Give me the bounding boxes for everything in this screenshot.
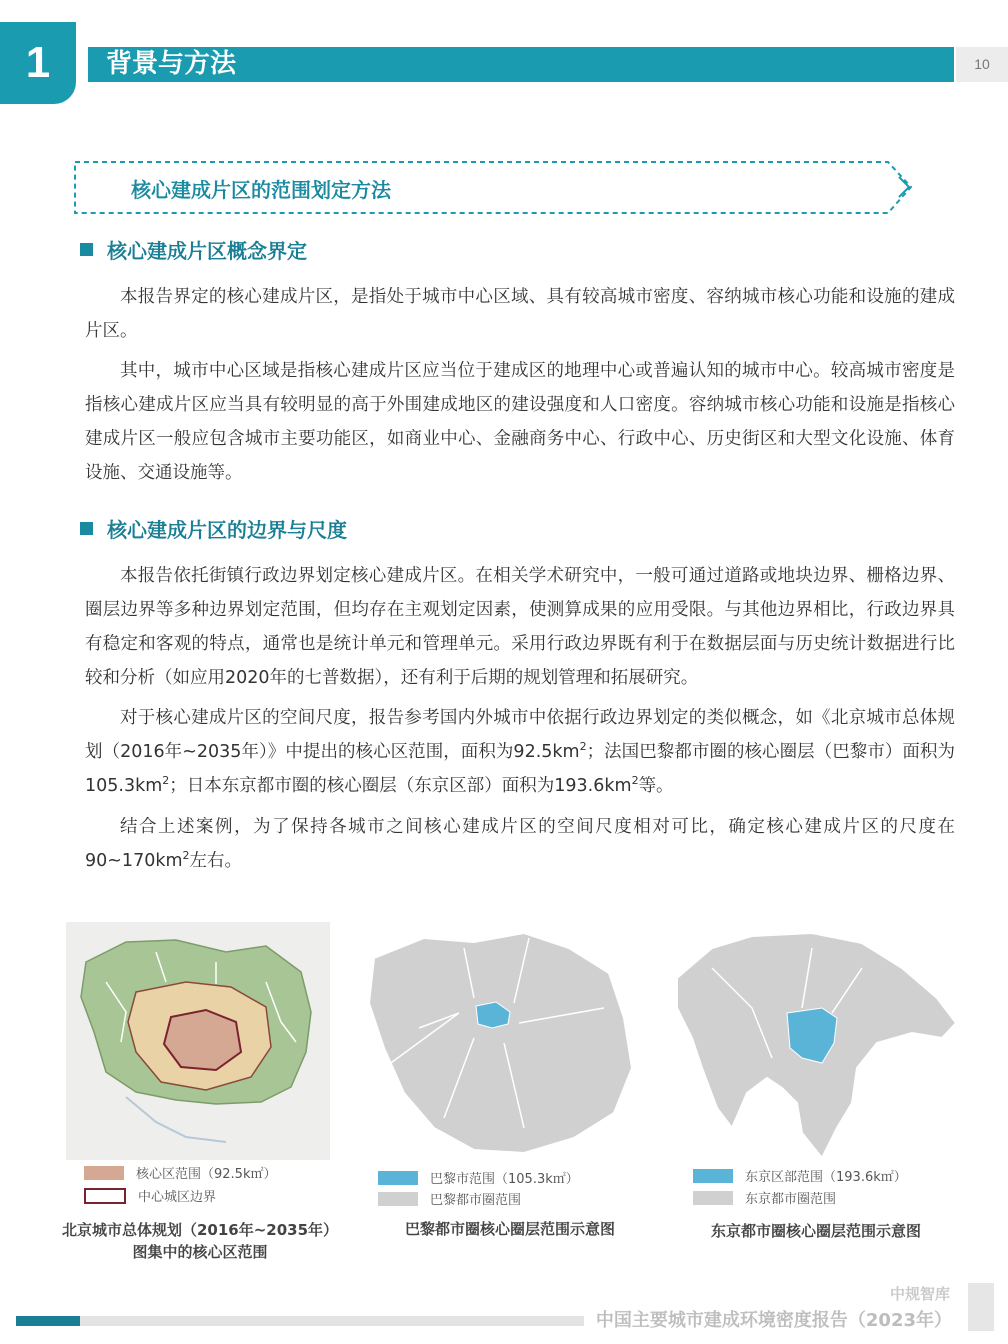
tokyo-legend-core-text: 东京区部范围（193.6k㎡） — [745, 1170, 907, 1185]
tokyo-core-swatch-icon — [693, 1169, 733, 1183]
paris-legend-region — [378, 1189, 521, 1208]
paris-caption: 巴黎都市圈核心圈层范围示意图 — [404, 1220, 615, 1238]
beijing-legend-boundary — [84, 1186, 216, 1205]
boundary-swatch-icon — [84, 1188, 126, 1204]
beijing-legend-core-text: 核心区范围（92.5k㎡） — [136, 1167, 277, 1182]
subheading-boundary-text: 核心建成片区的边界与尺度 — [107, 518, 347, 542]
bullet-square-icon — [80, 522, 93, 535]
tokyo-legend-region-text: 东京都市圈范围 — [745, 1192, 837, 1207]
chapter-number-tab: 1 — [0, 22, 76, 104]
bullet-square-icon — [80, 243, 93, 256]
paris-region-swatch-icon — [378, 1192, 418, 1206]
beijing-legend-core — [84, 1163, 276, 1182]
chapter-title-bar: 背景与方法 — [88, 47, 954, 82]
footer-brand: 中规智库 — [889, 1285, 950, 1303]
paragraph-2: 其中，城市中心区域是指核心建成片区应当位于建成区的地理中心或普遍认知的城市中心。较高城市密度是指核心建成片区应当具有较明显的高于外围建成地区的建设强度和人口密度。容纳城市核心功能和设施是指核心建成片区一般应包含城市主要功能区，如商业中心、金融商务中心、行政中心、历史街区和大型文化设施、体育设施、交通设施等。 — [85, 361, 955, 483]
subheading-concept-text: 核心建成片区概念界定 — [107, 239, 307, 263]
paris-legend-core — [378, 1168, 579, 1187]
footer-corner-block — [968, 1283, 994, 1331]
beijing-map — [66, 922, 330, 1160]
paragraph-5: 结合上述案例，为了保持各城市之间核心建成片区的空间尺度相对可比，确定核心建成片区的尺度在$90\sim 170km^2$左右。 — [85, 817, 955, 871]
paris-legend-core-text: 巴黎市范围（105.3k㎡） — [430, 1172, 579, 1187]
footer-accent-bar — [16, 1316, 80, 1326]
subheading-boundary — [80, 514, 347, 543]
section-banner — [73, 160, 915, 216]
paris-map — [364, 928, 636, 1164]
footer-report-title: 中国主要城市建成环境密度报告（2023年） — [595, 1310, 952, 1331]
core-area-swatch-icon — [84, 1166, 124, 1180]
paragraph-4: 对于核心建成片区的空间尺度，报告参考国内外城市中依据行政边界划定的类似概念，如《北京城市总体规划（2016年~2035年）》中提出的核心区范围，面积为$92.5km^2$；法国巴黎都市圈的核心圈层（巴黎市）面积为$105.3km^2$；日本东京都市圈的核心圈层（东京区部）面积为$193.6km^2$等。 — [85, 708, 955, 796]
section-title: 核心建成片区的范围划定方法 — [131, 178, 391, 202]
tokyo-region-swatch-icon — [693, 1191, 733, 1205]
page-number: 10 — [956, 47, 1008, 82]
tokyo-caption: 东京都市圈核心圈层范围示意图 — [710, 1222, 921, 1240]
beijing-legend-boundary-text: 中心城区边界 — [138, 1190, 217, 1205]
paragraph-1: 本报告界定的核心建成片区，是指处于城市中心区域、具有较高城市密度、容纳城市核心功能和设施的建成片区。 — [85, 287, 955, 341]
tokyo-legend-region — [693, 1188, 836, 1207]
subheading-concept — [80, 235, 307, 264]
paris-legend-region-text: 巴黎都市圈范围 — [430, 1193, 522, 1208]
paragraph-3: 本报告依托街镇行政边界划定核心建成片区。在相关学术研究中，一般可通过道路或地块边界、栅格边界、圈层边界等多种边界划定范围，但均存在主观划定因素，使测算成果的应用受限。与其他边界相比，行政边界具有稳定和客观的特点，通常也是统计单元和管理单元。采用行政边界既有利于在数据层面与历史统计数据进行比较和分析（如应用2020年的七普数据），还有利于后期的规划管理和拓展研究。 — [85, 566, 955, 688]
beijing-caption: 北京城市总体规划（2016年~2035年） 图集中的核心区范围 — [61, 1221, 339, 1261]
tokyo-map — [672, 928, 958, 1164]
tokyo-legend-core — [693, 1166, 907, 1185]
footer-rule — [80, 1316, 584, 1326]
paris-core-swatch-icon — [378, 1171, 418, 1185]
